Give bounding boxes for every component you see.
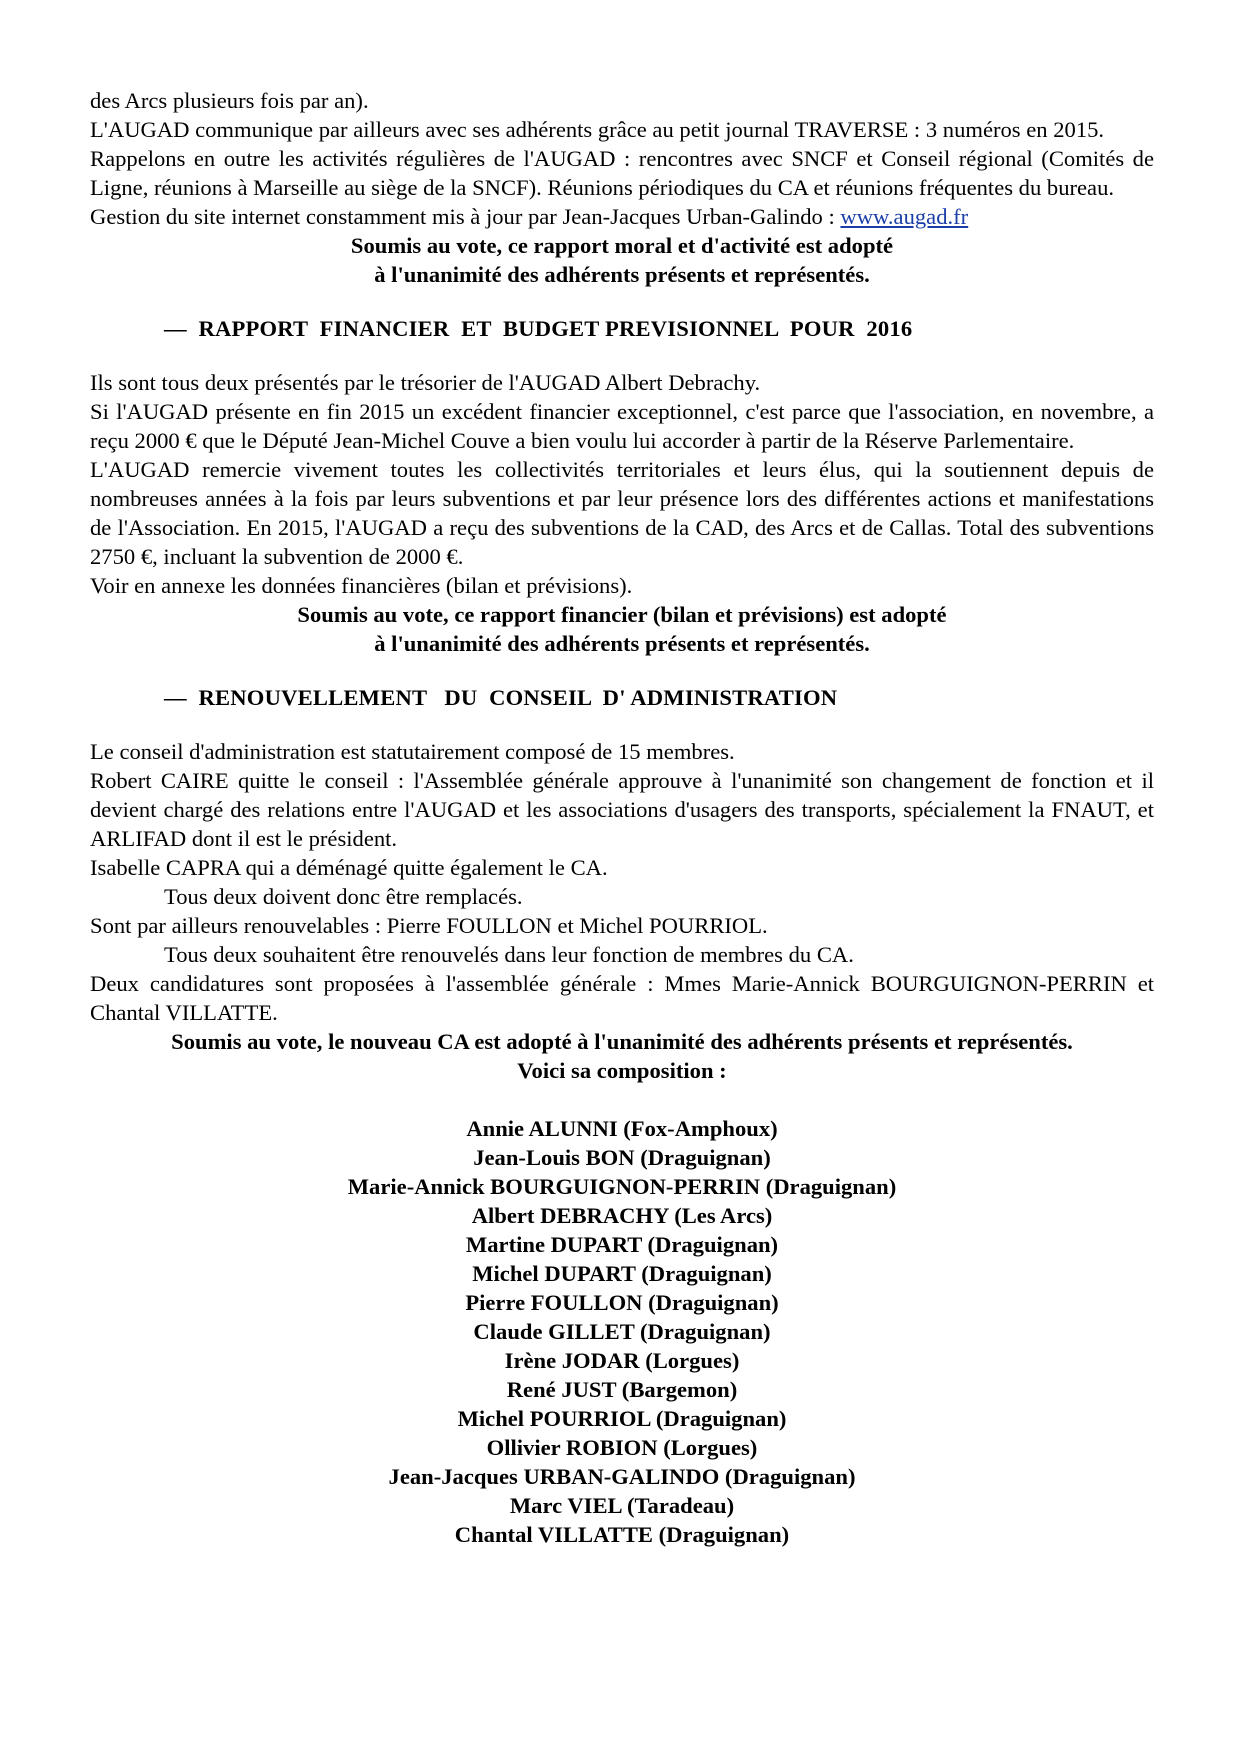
conseil-line-3: Isabelle CAPRA qui a déménagé quitte également le CA. bbox=[90, 855, 608, 880]
website-link[interactable]: www.augad.fr bbox=[840, 204, 969, 229]
intro-line-4 bbox=[90, 202, 1154, 231]
vote-moral bbox=[90, 231, 1154, 289]
member-item: René JUST (Bargemon) bbox=[506, 1377, 738, 1402]
member-item: Michel POURRIOL (Draguignan) bbox=[457, 1406, 787, 1431]
member-item: Claude GILLET (Draguignan) bbox=[473, 1319, 771, 1344]
financier-line-3: L'AUGAD remercie vivement toutes les collectivités territoriales et leurs élus, qui la soutiennent depuis de nombreuses années à la fois par leurs subventions et par leur présence lors des différentes actions et manifestations de l'Association. En 2015, l'AUGAD a reçu des subventions de la CAD, des Arcs et de Callas. Total des subventions 2750 €, incluant la subvention de 2000 €. bbox=[90, 457, 1154, 569]
vote-financier-line-1: Soumis au vote, ce rapport financier (bilan et prévisions) est adopté bbox=[297, 602, 947, 627]
conseil-line-1: Le conseil d'administration est statutairement composé de 15 membres. bbox=[90, 739, 735, 764]
member-item: Jean-Jacques URBAN-GALINDO (Draguignan) bbox=[388, 1464, 856, 1489]
member-item: Marie-Annick BOURGUIGNON-PERRIN (Draguignan) bbox=[347, 1174, 897, 1199]
conseil-line-5: Sont par ailleurs renouvelables : Pierre FOULLON et Michel POURRIOL. bbox=[90, 913, 768, 938]
vote-financier-line-2: à l'unanimité des adhérents présents et représentés. bbox=[374, 631, 870, 656]
section-heading-conseil: — RENOUVELLEMENT DU CONSEIL D' ADMINISTRATION bbox=[164, 685, 838, 710]
members-list bbox=[90, 1114, 1154, 1549]
conseil-line-4: Tous deux doivent donc être remplacés. bbox=[164, 884, 523, 909]
conseil-line-6: Tous deux souhaitent être renouvelés dans leur fonction de membres du CA. bbox=[164, 942, 854, 967]
section-heading-financier: — RAPPORT FINANCIER ET BUDGET PREVISIONNEL POUR 2016 bbox=[164, 316, 913, 341]
member-item: Martine DUPART (Draguignan) bbox=[465, 1232, 779, 1257]
intro-paragraph bbox=[90, 86, 1154, 231]
financier-line-4: Voir en annexe les données financières (bilan et prévisions). bbox=[90, 573, 633, 598]
intro-line-1: des Arcs plusieurs fois par an). bbox=[90, 88, 369, 113]
member-item: Chantal VILLATTE (Draguignan) bbox=[454, 1522, 790, 1547]
vote-financier bbox=[90, 600, 1154, 658]
member-item: Michel DUPART (Draguignan) bbox=[472, 1261, 772, 1286]
conseil-line-7: Deux candidatures sont proposées à l'assemblée générale : Mmes Marie-Annick BOURGUIGNON-PERRIN et Chantal VILLATTE. bbox=[90, 971, 1154, 1025]
financier-line-2: Si l'AUGAD présente en fin 2015 un excédent financier exceptionnel, c'est parce que l'association, en novembre, a reçu 2000 € que le Député Jean-Michel Couve a bien voulu lui accorder à partir de la Réserve Parlementaire. bbox=[90, 399, 1154, 453]
financier-line-1: Ils sont tous deux présentés par le trésorier de l'AUGAD Albert Debrachy. bbox=[90, 370, 761, 395]
intro-line-2: L'AUGAD communique par ailleurs avec ses adhérents grâce au petit journal TRAVERSE : 3 numéros en 2015. bbox=[90, 117, 1105, 142]
vote-conseil-line-1: Soumis au vote, le nouveau CA est adopté à l'unanimité des adhérents présents et représentés. bbox=[171, 1029, 1073, 1054]
member-item: Irène JODAR (Lorgues) bbox=[504, 1348, 740, 1373]
member-item: Marc VIEL (Taradeau) bbox=[509, 1493, 735, 1518]
member-item: Annie ALUNNI (Fox-Amphoux) bbox=[466, 1116, 778, 1141]
conseil-line-2: Robert CAIRE quitte le conseil : l'Assemblée générale approuve à l'unanimité son changement de fonction et il devient chargé des relations entre l'AUGAD et les associations d'usagers des transports, spécialement la FNAUT, et ARLIFAD dont il est le président. bbox=[90, 768, 1154, 851]
member-item: Albert DEBRACHY (Les Arcs) bbox=[471, 1203, 773, 1228]
vote-moral-line-2: à l'unanimité des adhérents présents et représentés. bbox=[374, 262, 870, 287]
intro-line-3: Rappelons en outre les activités régulières de l'AUGAD : rencontres avec SNCF et Conseil régional (Comités de Ligne, réunions à Marseille au siège de la SNCF). Réunions périodiques du CA et réunions fréquentes du bureau. bbox=[90, 146, 1154, 200]
member-item: Jean-Louis BON (Draguignan) bbox=[473, 1145, 771, 1170]
vote-moral-line-1: Soumis au vote, ce rapport moral et d'activité est adopté bbox=[350, 233, 894, 258]
vote-conseil bbox=[90, 1027, 1154, 1085]
financier-paragraph bbox=[90, 368, 1154, 600]
spacer bbox=[90, 1085, 1154, 1114]
website-text: Gestion du site internet constamment mis à jour par Jean-Jacques Urban-Galindo : bbox=[90, 204, 841, 229]
conseil-paragraph bbox=[90, 737, 1154, 1027]
member-item: Pierre FOULLON (Draguignan) bbox=[465, 1290, 779, 1315]
vote-conseil-line-2: Voici sa composition : bbox=[517, 1058, 727, 1083]
member-item: Ollivier ROBION (Lorgues) bbox=[486, 1435, 758, 1460]
